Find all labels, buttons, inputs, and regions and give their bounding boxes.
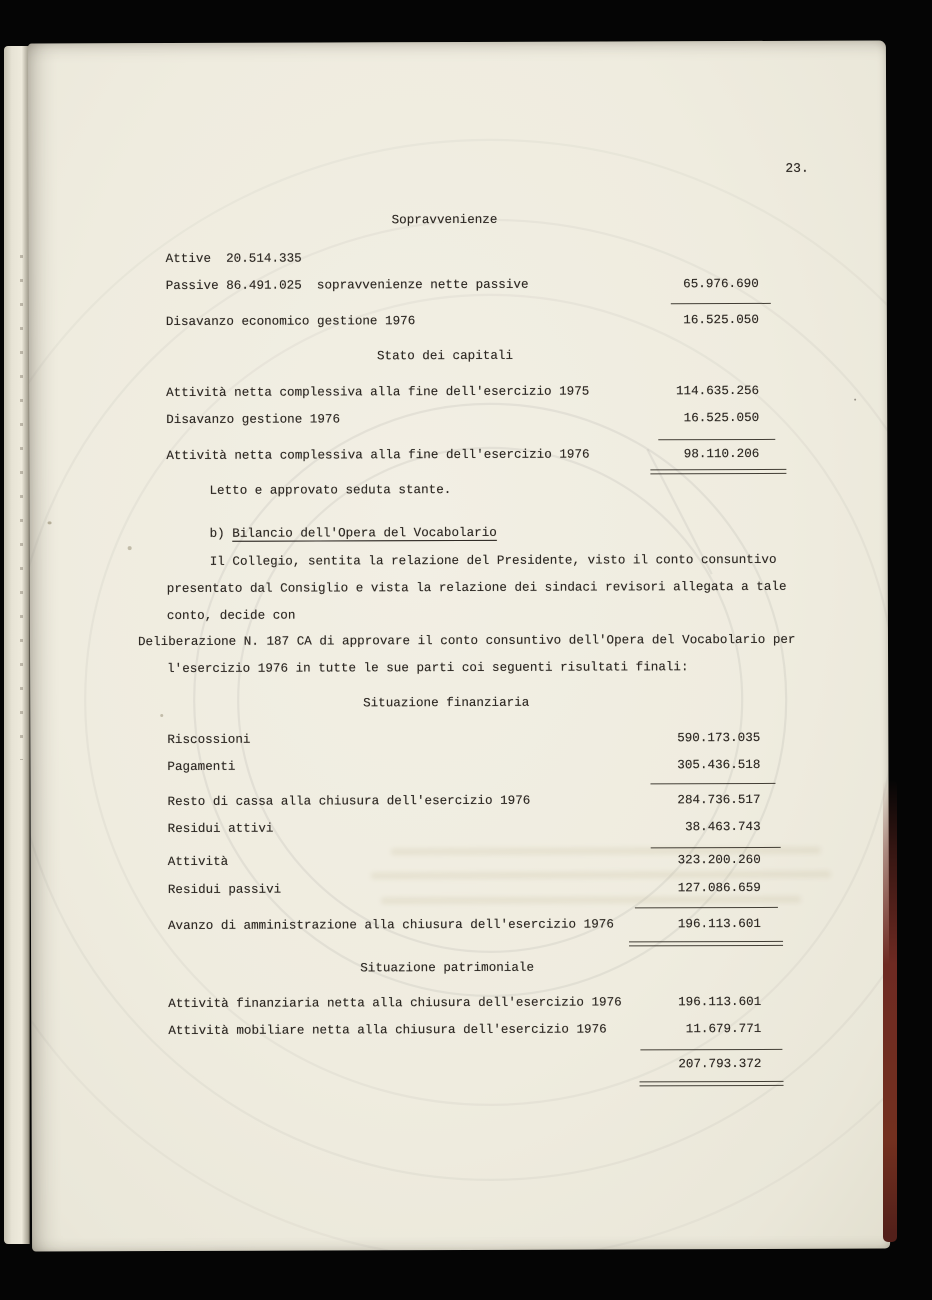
row-amount: 323.200.260	[677, 852, 761, 868]
sum-rule	[651, 847, 781, 848]
total-double-rule	[650, 469, 786, 475]
ledger-row	[135, 446, 781, 465]
attive-line: Attive 20.514.335	[165, 251, 302, 267]
total-double-rule	[629, 941, 783, 947]
page-number: 23.	[785, 160, 809, 176]
row-label: Resto di cassa alla chiusura dell'esercizio 1976	[167, 793, 531, 810]
binding-stitches	[20, 255, 23, 760]
ledger-row	[136, 757, 782, 776]
row-label: Attività	[167, 854, 229, 870]
row-amount: 114.635.256	[675, 383, 760, 399]
facing-page-edge	[4, 46, 30, 1244]
ledger-row	[135, 276, 781, 295]
deliberazione-line: l'esercizio 1976 in tutte le sue parti coi seguenti risultati finali:	[167, 660, 689, 677]
ledger-row	[135, 410, 781, 429]
section-title-finanziaria: Situazione finanziaria	[363, 695, 530, 711]
sum-rule	[658, 439, 775, 440]
row-label	[137, 1056, 643, 1075]
row-label: Attività mobiliare netta alla chiusura dell'esercizio 1976	[168, 1022, 607, 1039]
typewritten-content	[134, 41, 796, 1251]
scanned-page	[28, 41, 890, 1252]
row-amount: 590.173.035	[677, 730, 761, 746]
row-amount: 16.525.050	[683, 312, 759, 328]
row-amount: 11.679.771	[685, 1021, 762, 1037]
ledger-row	[135, 383, 781, 402]
row-label: Pagamenti	[167, 759, 236, 775]
row-label: Attività finanziaria netta alla chiusura dell'esercizio 1976	[168, 995, 622, 1012]
sum-rule	[650, 783, 775, 784]
row-amount: 65.976.690	[683, 276, 759, 292]
heading-text: Bilancio dell'Opera del Vocabolario	[232, 525, 497, 541]
paragraph-line: Il Collegio, sentita la relazione del Presidente, visto il conto consuntivo	[209, 552, 777, 569]
book-cover-edge	[883, 780, 897, 1242]
bilancio-heading	[136, 524, 782, 543]
ledger-row	[135, 312, 781, 331]
row-label: Residui passivi	[167, 882, 282, 898]
row-amount: 196.113.601	[677, 916, 761, 932]
paragraph-line: conto, decide con	[166, 608, 296, 624]
row-label: Residui attivi	[167, 821, 274, 837]
ledger-row	[137, 880, 783, 899]
row-label: Attività netta complessiva alla fine dell'esercizio 1976	[166, 447, 590, 464]
ledger-row	[137, 916, 783, 935]
row-label: Riscossioni	[167, 732, 251, 748]
row-amount: 98.110.206	[683, 446, 760, 462]
row-amount: 38.463.743	[685, 819, 761, 835]
section-title-patrimoniale: Situazione patrimoniale	[360, 960, 535, 976]
row-amount: 196.113.601	[678, 994, 762, 1010]
closing-line: Letto e approvato seduta stante.	[209, 483, 452, 498]
section-title-stato-capitali: Stato dei capitali	[376, 348, 514, 364]
paper-speck	[48, 521, 52, 524]
ledger-row	[137, 1021, 783, 1040]
total-double-rule	[640, 1081, 784, 1087]
row-label: Disavanzo economico gestione 1976	[165, 314, 416, 330]
ledger-row	[137, 994, 783, 1013]
row-label: Avanzo di amministrazione alla chiusura dell'esercizio 1976	[167, 917, 614, 934]
ledger-row	[137, 852, 783, 871]
paper-speck	[128, 546, 132, 550]
row-amount: 16.525.050	[683, 410, 760, 426]
row-amount: 284.736.517	[677, 792, 761, 808]
section-title-sopravvenienze: Sopravvenienze	[391, 212, 498, 228]
ledger-row	[137, 819, 783, 838]
heading-prefix: b)	[209, 526, 233, 541]
sum-rule	[671, 303, 771, 304]
row-label: Disavanzo gestione 1976	[166, 412, 341, 428]
ink-dot	[854, 399, 856, 401]
sum-rule	[635, 907, 778, 908]
row-amount: 305.436.518	[677, 757, 761, 773]
sum-rule	[640, 1049, 782, 1050]
ledger-row	[137, 1056, 783, 1075]
deliberazione-line: Deliberazione N. 187 CA di approvare il conto consuntivo dell'Opera del Vocabolario per	[137, 632, 796, 650]
ledger-row	[137, 792, 783, 811]
row-label: Attività netta complessiva alla fine dell'esercizio 1975	[166, 384, 590, 401]
paragraph-line: presentato dal Consiglio e vista la relazione dei sindaci revisori allegata a tale	[166, 579, 787, 597]
ledger-row	[136, 730, 782, 749]
grand-total-amount: 207.793.372	[678, 1056, 762, 1072]
row-label: Passive 86.491.025 sopravvenienze nette passive	[165, 277, 529, 294]
row-amount: 127.086.659	[677, 880, 761, 896]
